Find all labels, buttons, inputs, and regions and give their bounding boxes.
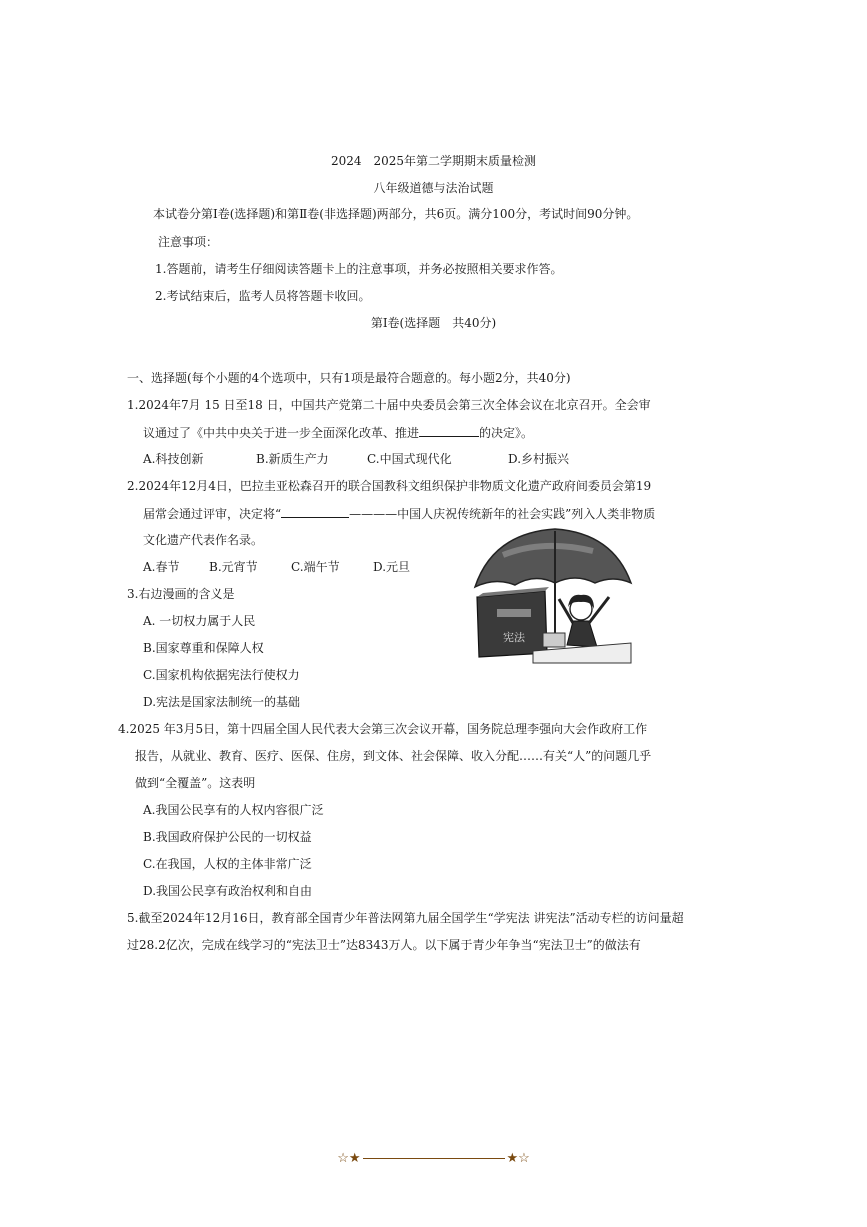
q2-stem-line1: 2.2024年12月4日，巴拉圭亚松森召开的联合国教科文组织保护非物质文化遗产政府间委员会第19 (127, 479, 652, 493)
q4-stem-line3: 做到“全覆盖”。这表明 (135, 776, 256, 790)
q2-stem-line2-end: ————中国人庆祝传统新年的社会实践”列入人类非物质 (349, 507, 656, 521)
q2-stem-line2-start: 届常会通过评审，决定将“ (143, 507, 282, 521)
q5-stem-line2: 过28.2亿次，完成在线学习的“宪法卫士”达8343万人。以下属于青少年争当“宪法卫士”的做法有 (127, 938, 641, 952)
cartoon-book-label: 宪法 (503, 631, 525, 644)
q1-option-b: B.新质生产力 (256, 452, 329, 466)
section-title: 一、选择题(每个小题的4个选项中，只有1项是最符合题意的。每小题2分，共40分) (127, 371, 571, 385)
q4-stem-line2: 报告，从就业、教育、医疗、医保、住房，到文体、社会保障、收入分配……有关“人”的问题几乎 (135, 749, 652, 763)
footer-decoration (0, 1151, 867, 1166)
q1-option-c: C.中国式现代化 (367, 452, 452, 466)
answer-blank (281, 505, 349, 518)
q5-stem-line1: 5.截至2024年12月16日，教育部全国青少年普法网第九届全国学生“学宪法 讲宪法”活动专栏的访问量超 (127, 911, 684, 925)
q3-option-c: C.国家机构依据宪法行使权力 (143, 668, 300, 682)
q1-option-a: A.科技创新 (143, 452, 204, 466)
q3-option-b: B.国家尊重和保障人权 (143, 641, 264, 655)
q3-stem: 3.右边漫画的含义是 (127, 587, 235, 601)
q1-option-d: D.乡村振兴 (508, 452, 570, 466)
q4-option-b: B.我国政府保护公民的一切权益 (143, 830, 312, 844)
exam-title: 2024 2025年第二学期期末质量检测 (330, 154, 537, 168)
footer-star-right: ★☆ (506, 1151, 530, 1166)
q3-option-a: A. 一切权力属于人民 (143, 614, 256, 628)
q4-stem-line1: 4.2025 年3月5日，第十四届全国人民代表大会第三次会议开幕，国务院总理李强向大会作政府工作 (118, 722, 648, 736)
footer-rule (363, 1158, 505, 1159)
q2-option-c: C.端午节 (291, 560, 340, 574)
q2-stem-line2 (143, 505, 655, 522)
q3-option-d: D.宪法是国家法制统一的基础 (143, 695, 301, 709)
exam-subtitle: 八年级道德与法治试题 (373, 181, 494, 195)
notes-heading: 注意事项： (158, 235, 219, 249)
exam-intro: 本试卷分第Ⅰ卷(选择题)和第Ⅱ卷(非选择题)两部分，共6页。满分100分，考试时间90分钟。 (153, 207, 639, 221)
q1-stem-line1: 1.2024年7月 15 日至18 日，中国共产党第二十届中央委员会第三次全体会议在北京召开。全会审 (127, 398, 651, 412)
q1-stem-line2-start: 议通过了《中共中央关于进一步全面深化改革、推进 (143, 426, 420, 440)
q2-option-d: D.元旦 (373, 560, 411, 574)
answer-blank (419, 424, 479, 437)
q1-stem-line2 (143, 424, 533, 441)
q4-option-c: C.在我国，人权的主体非常广泛 (143, 857, 312, 871)
note-item-1: 1.答题前，请考生仔细阅读答题卡上的注意事项，并务必按照相关要求作答。 (155, 262, 563, 276)
constitution-umbrella-cartoon (463, 525, 633, 665)
q2-option-b: B.元宵节 (209, 560, 258, 574)
q4-option-a: A.我国公民享有的人权内容很广泛 (143, 803, 324, 817)
q1-stem-line2-end: 的决定》。 (479, 426, 534, 440)
q4-option-d: D.我国公民享有政治权利和自由 (143, 884, 313, 898)
part1-title: 第Ⅰ卷(选择题 共40分) (370, 316, 497, 330)
q2-option-a: A.春节 (143, 560, 180, 574)
footer-star-left: ☆★ (337, 1151, 361, 1166)
note-item-2: 2.考试结束后，监考人员将答题卡收回。 (155, 289, 371, 303)
q2-stem-line3: 文化遗产代表作名录。 (143, 533, 264, 547)
